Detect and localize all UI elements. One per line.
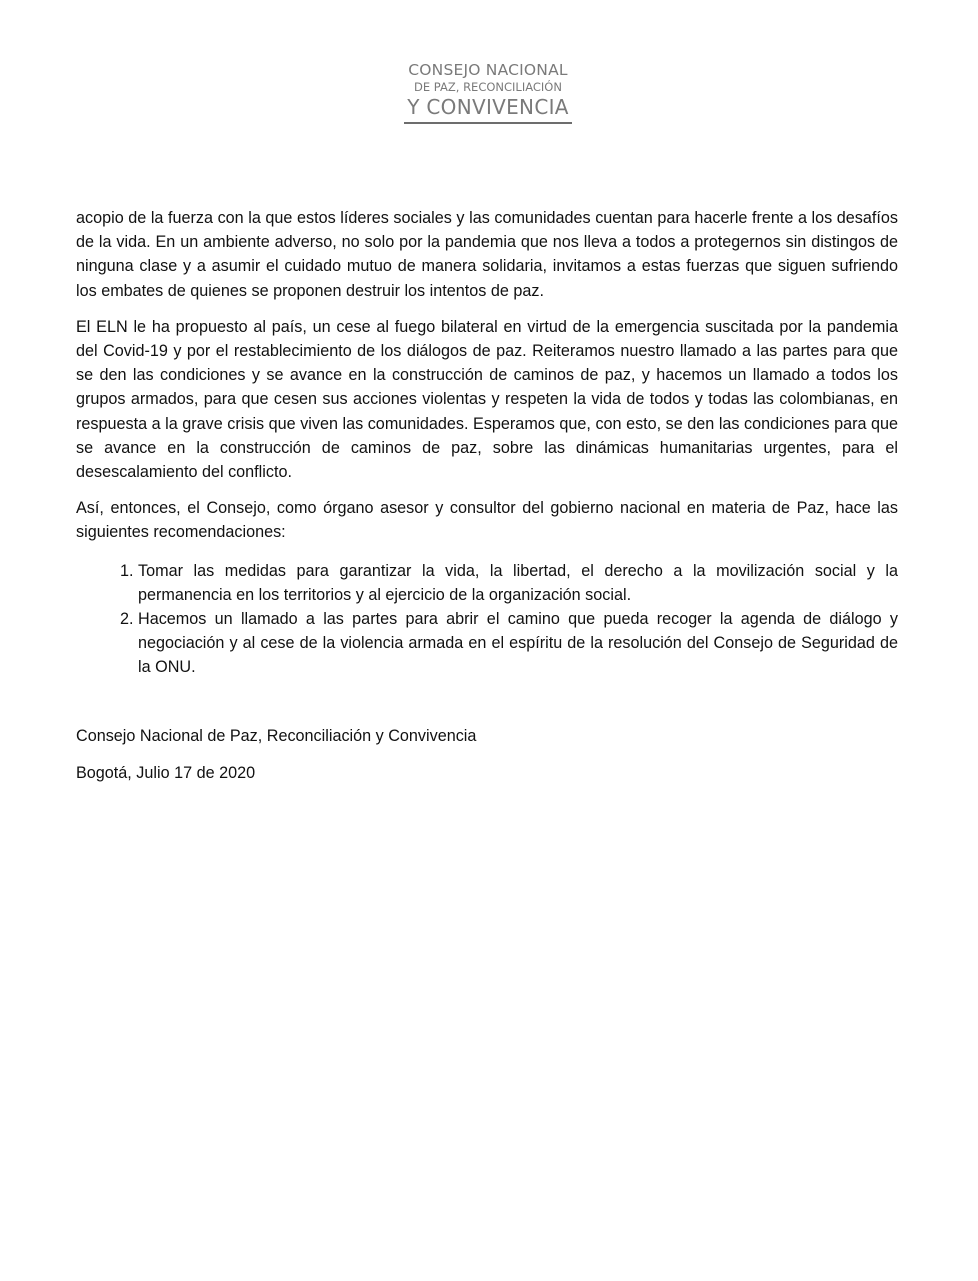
letterhead-line-3: Y CONVIVENCIA	[407, 95, 569, 119]
signature-place-date: Bogotá, Julio 17 de 2020	[76, 764, 256, 782]
signature-organization: Consejo Nacional de Paz, Reconciliación y Convivencia	[76, 727, 477, 745]
recommendations-list	[76, 559, 898, 680]
letterhead-logo	[400, 60, 576, 124]
paragraph-2: El ELN le ha propuesto al país, un cese al fuego bilateral en virtud de la emergencia suscitada por la pandemia del Covid-19 y por el restablecimiento de los diálogos de paz. Reiteramos nuestro llamado a las partes para que se den las condiciones y se avance en la construcción de caminos de paz, y hacemos un llamado a todos los grupos armados, para que cesen sus acciones violentas y respeten la vida de todos y todas las colombianas, en respuesta a la grave crisis que viven las comunidades. Esperamos que, con esto, se den las condiciones para que se avance en la construcción de caminos de paz, sobre las dinámicas humanitarias urgentes, para el desescalamiento del conflicto.	[76, 317, 898, 482]
paragraph-3: Así, entonces, el Consejo, como órgano asesor y consultor del gobierno nacional en materia de Paz, hace las siguientes recomendaciones:	[76, 499, 898, 542]
recommendation-item-2: 2. Hacemos un llamado a las partes para abrir el camino que pueda recoger la agenda de diálogo y negociación y al cese de la violencia armada en el espíritu de la resolución del Consejo de Seguridad de la ONU.	[138, 607, 898, 680]
paragraph-1: acopio de la fuerza con la que estos líderes sociales y las comunidades cuentan para hacerle frente a los desafíos de la vida. En un ambiente adverso, no solo por la pandemia que nos lleva a todos a protegernos sin distingos de ninguna clase y a asumir el cuidado mutuo de manera solidaria, invitamos a estas fuerzas que siguen sufriendo los embates de quienes se proponen destruir los intentos de paz.	[76, 209, 898, 300]
letterhead-underline	[404, 122, 572, 124]
letterhead-line-2: DE PAZ, RECONCILIACIÓN	[414, 80, 562, 94]
recommendation-item-1: 1. Tomar las medidas para garantizar la vida, la libertad, el derecho a la movilización social y la permanencia en los territorios y al ejercicio de la organización social.	[138, 559, 898, 607]
document-body	[76, 206, 898, 680]
letterhead-line-1: CONSEJO NACIONAL	[408, 61, 568, 79]
